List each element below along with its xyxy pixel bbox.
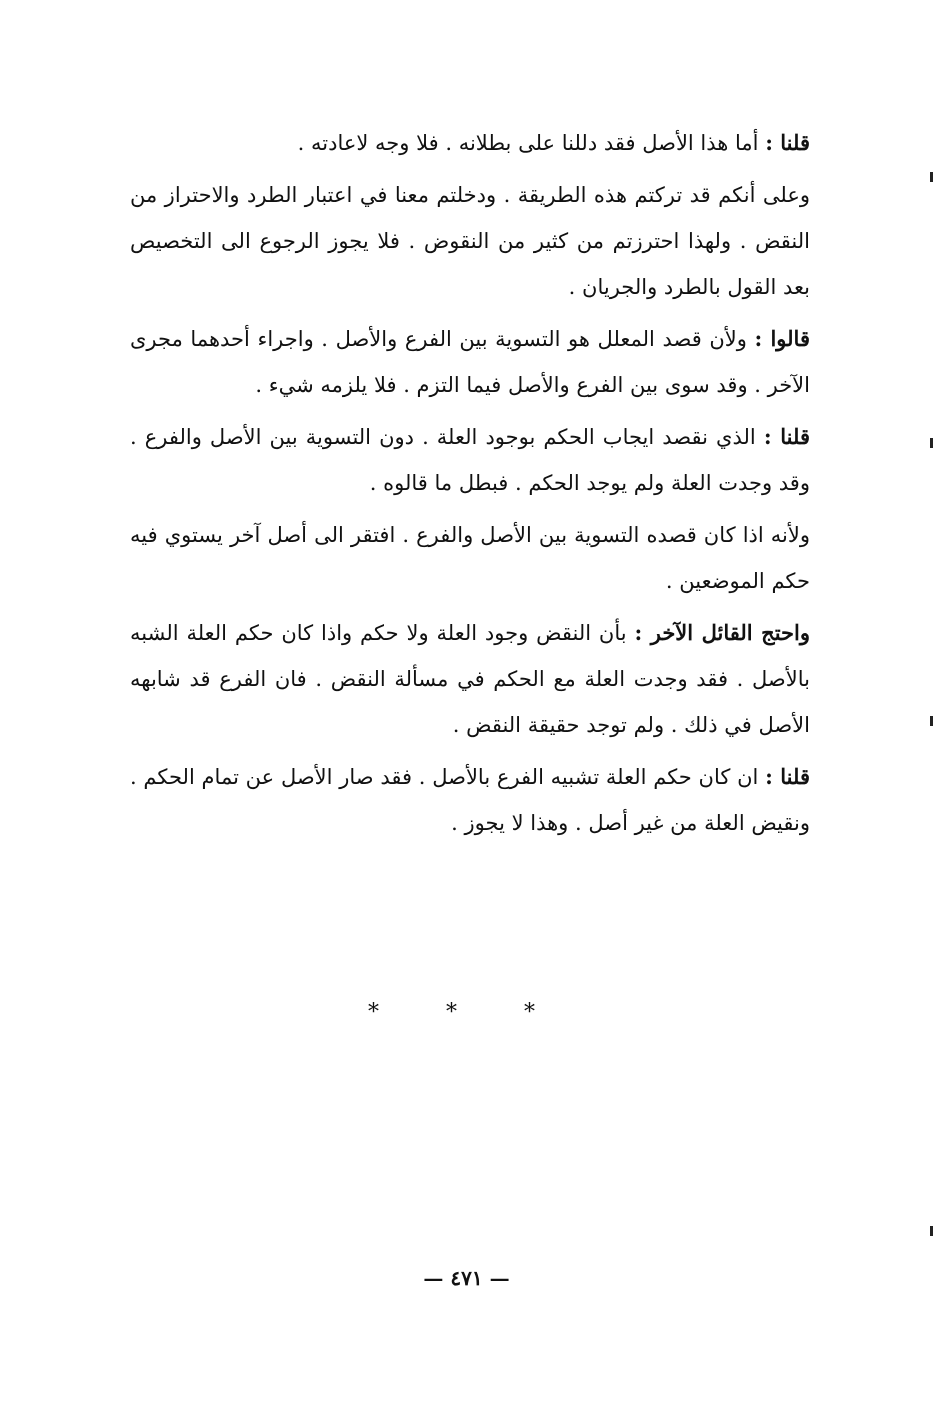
paragraph-7: [130, 754, 810, 846]
paragraph-lead: قالوا :: [754, 326, 810, 351]
paragraph-lead: قلنا :: [765, 130, 810, 155]
page-number: — ٤٧١ —: [423, 1266, 510, 1290]
paragraph-6: [130, 610, 810, 748]
paragraph-text: ولأن قصد المعلل هو التسوية بين الفرع والأصل . واجراء أحدهما مجرى الآخر . وقد سوى بين الفرع والأصل فيما التزم . فلا يلزمه شيء .: [130, 327, 810, 397]
paragraph-2: [130, 172, 810, 310]
paragraph-text: ولأنه اذا كان قصده التسوية بين الأصل والفرع . افتقر الى أصل آخر يستوي فيه حكم الموضعين .: [130, 523, 810, 593]
paragraph-3: [130, 316, 810, 408]
paragraph-5: [130, 512, 810, 604]
paragraph-lead: قلنا :: [763, 424, 810, 449]
paragraph-lead: واحتج القائل الآخر :: [634, 620, 810, 645]
section-separator: * * *: [368, 1000, 565, 1025]
paragraph-text: ان كان حكم العلة تشبيه الفرع بالأصل . فقد صار الأصل عن تمام الحكم . ونقيض العلة من غير أصل . وهذا لا يجوز .: [130, 765, 810, 835]
paragraph-text: أما هذا الأصل فقد دللنا على بطلانه . فلا وجه لاعادته .: [297, 131, 766, 155]
paragraph-text: وعلى أنكم قد تركتم هذه الطريقة . ودخلتم معنا في اعتبار الطرد والاحتراز من النقض . ولهذا احترزتم من كثير من النقوض . فلا يجوز الرجوع الى التخصيص بعد القول بالطرد والجريان .: [130, 183, 810, 299]
paragraph-lead: قلنا :: [765, 764, 810, 789]
paragraph-1: [130, 120, 810, 166]
paragraph-4: [130, 414, 810, 506]
paragraph-text: بأن النقض وجود العلة ولا حكم واذا كان حكم العلة الشبه بالأصل . فقد وجدت العلة مع الحكم في مسألة النقض . فان الفرع قد شابهه الأصل في ذلك . ولم توجد حقيقة النقض .: [130, 621, 810, 737]
paragraph-text: الذي نقصد ايجاب الحكم بوجود العلة . دون التسوية بين الأصل والفرع . وقد وجدت العلة ولم يوجد الحكم . فبطل ما قالوه .: [130, 425, 810, 495]
body-text: [130, 120, 810, 846]
